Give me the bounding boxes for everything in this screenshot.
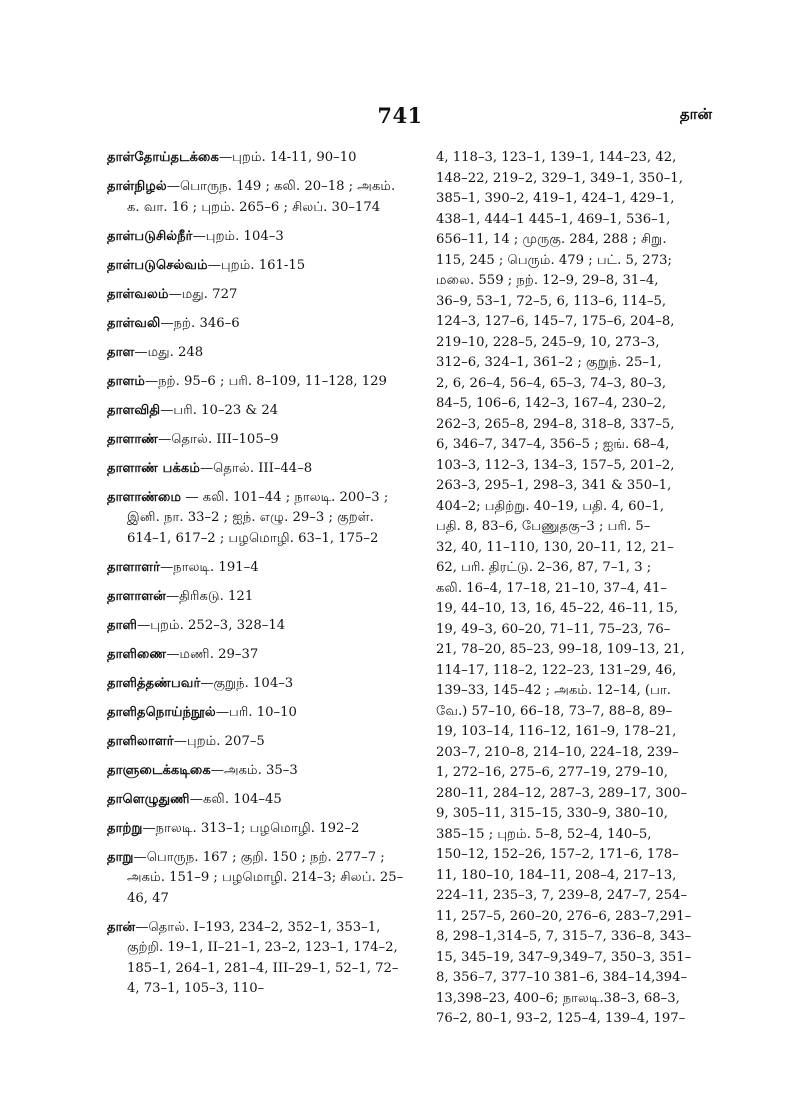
continuation-line: 312–6, 324–1, 361–2 ; குறுந். 25–1, (436, 355, 662, 370)
entry-headword: தாற்று (107, 820, 143, 836)
continuation-line: 139–33, 145–42 ; அகம். 12–14, (பா. (436, 683, 671, 698)
continuation-line: 19, 49–3, 60–20, 71–11, 75–23, 76– (436, 621, 671, 637)
index-entry (107, 674, 407, 695)
entry-references: —நாலடி. 313–1; பழமொழி. 192–2 (142, 820, 360, 836)
entry-headword: தாள்படுசில்நீர் (107, 228, 193, 244)
continuation-line: 150–12, 152–26, 157–2, 171–6, 178– (436, 847, 679, 862)
index-entry (107, 848, 407, 910)
entry-headword: தாள்வலம் (107, 286, 169, 302)
continuation-line: 19, 103–14, 116–12, 161–9, 178–21, (436, 724, 677, 739)
entry-headword: தாளாண்மை (107, 489, 182, 505)
entry-headword: தாளெழுதுணி (107, 791, 190, 807)
entry-references: —நற். 346–6 (160, 315, 240, 331)
continuation-line: 11, 257–5, 260–20, 276–6, 283–7,291– (436, 908, 692, 924)
entry-references: —குறுந். 104–3 (200, 675, 294, 691)
continuation-line: பதி. 8, 83–6, பேணுதகு–3 ; பரி. 5– (436, 519, 651, 534)
continuation-line: 36–9, 53–1, 72–5, 6, 113–6, 114–5, (436, 293, 667, 309)
index-entry (107, 227, 407, 248)
entry-references: —மது. 248 (134, 344, 204, 360)
entry-references: —அகம். 35–3 (210, 762, 298, 778)
entry-headword: தாள்வலி (107, 315, 161, 331)
entry-headword: தாளவிதி (107, 402, 161, 418)
entry-headword: தாறு (107, 849, 134, 865)
entry-references: —தொல். III–105–9 (158, 431, 279, 447)
entry-references: —பொருந. 167 ; குறி. 150 ; நற். 277–7 ; அகம். 151–9 ; பழமொழி. 214–3; சிலப். 25–46, 47 (127, 849, 404, 906)
page-number: 741 (377, 103, 423, 128)
continuation-line: 32, 40, 11–110, 130, 20–11, 12, 21– (436, 539, 674, 555)
entry-references: —தொல். III–44–8 (199, 460, 313, 476)
index-entry (107, 790, 407, 811)
index-entry (107, 148, 407, 169)
index-entry (107, 703, 407, 724)
continuation-line: 203–7, 210–8, 214–10, 224–18, 239– (436, 744, 679, 760)
entry-references: —பரி. 10–10 (215, 704, 297, 720)
continuation-line: 219–10, 228–5, 245–9, 10, 273–3, (436, 334, 660, 350)
index-entry (107, 343, 407, 364)
entry-references: — கலி. 101–44 ; நாலடி. 200–3 ; இனி. நா. 33–2 ; ஐந். எழு. 29–3 ; குறள். 614–1, 617–2 ; பழமொழி. 63–1, 175–2 (127, 489, 389, 546)
continuation-line: 1, 272–16, 275–6, 277–19, 279–10, (436, 765, 668, 780)
entry-references: —மது. 727 (168, 286, 238, 302)
continuation-line: 263–3, 295–1, 298–3, 341 & 350–1, (436, 478, 672, 493)
continuation-line: 62, பரி. திரட்டு. 2–36, 87, 7–1, 3 ; (436, 560, 652, 575)
index-entry (107, 459, 407, 480)
continuation-line: கலி. 16–4, 17–18, 21–10, 37–4, 41– (436, 580, 668, 596)
continuation-line: 8, 356–7, 377–10 381–6, 384–14,394– (436, 970, 688, 985)
entry-headword: தாளுடைக்கடிகை (107, 762, 211, 778)
entry-references: —புறம். 104–3 (192, 228, 284, 244)
index-entry (107, 761, 407, 782)
continuation-line: 76–2, 80–1, 93–2, 125–4, 139–4, 197– (436, 1011, 686, 1026)
index-entry (107, 558, 407, 579)
entry-references: —புறம். 207–5 (173, 733, 265, 749)
continuation-line: 385–1, 390–2, 419–1, 424–1, 429–1, (436, 191, 675, 206)
continuation-line: 6, 346–7, 347–4, 356–5 ; ஐங். 68–4, (436, 437, 670, 452)
index-entry (107, 918, 407, 1000)
entry-references: —நாலடி. 191–4 (160, 559, 259, 575)
left-column (107, 148, 407, 1008)
continuation-line: 124–3, 127–6, 145–7, 175–6, 204–8, (436, 314, 675, 329)
continuation-line: 262–3, 265–8, 294–8, 318–8, 337–5, (436, 416, 675, 432)
continuation-line: 404–2; பதிற்று. 40–19, பதி. 4, 60–1, (436, 498, 665, 514)
entry-headword: தாள்நிழல் (107, 179, 167, 194)
continuation-line: 19, 44–10, 13, 16, 45–22, 46–11, 15, (436, 601, 679, 616)
index-entry (107, 587, 407, 608)
continuation-line: 280–11, 284–12, 287–3, 289–17, 300– (436, 785, 688, 801)
index-entry (107, 819, 407, 840)
entry-headword: தாள (107, 344, 135, 360)
continuation-line: 9, 305–11, 315–15, 330–9, 380–10, (436, 806, 668, 821)
right-column (436, 148, 698, 1030)
entry-references: —பொருந. 149 ; கலி. 20–18 ; அகம். க. வா. 16 ; புறம். 265–6 ; சிலப். 30–174 (127, 179, 396, 215)
continuation-line: 385–15 ; புறம். 5–8, 52–4, 140–5, (436, 826, 652, 842)
entry-references: —நற். 95–6 ; பரி. 8–109, 11–128, 129 (145, 373, 387, 389)
entry-references: —புறம். 252–3, 328–14 (137, 617, 286, 633)
continuation-line: 656–11, 14 ; முருகு. 284, 288 ; சிறு. (436, 232, 667, 247)
entry-headword: தாளித்தண்பவர் (107, 675, 201, 691)
index-entry (107, 314, 407, 335)
entry-references: —கலி. 104–45 (189, 791, 282, 807)
continuation-line: வே.) 57–10, 66–18, 73–7, 88–8, 89– (436, 703, 673, 719)
continuation-line: 103–3, 112–3, 134–3, 157–5, 201–2, (436, 457, 675, 473)
running-head: தான் (679, 105, 712, 123)
continuation-line: 115, 245 ; பெரும். 479 ; பட். 5, 273; (436, 252, 672, 268)
entry-references: —மணி. 29–37 (166, 646, 259, 662)
entry-headword: தாளம் (107, 373, 145, 389)
index-entry (107, 285, 407, 306)
index-entry (107, 177, 407, 218)
entry-references: —புறம். 161-15 (207, 257, 306, 273)
entry-headword: தாளிணை (107, 646, 167, 662)
entry-headword: தாளாளர் (107, 559, 161, 575)
continuation-line: 13,398–23, 400–6; நாலடி.38–3, 68–3, (436, 990, 680, 1006)
entry-headword: தாளாண் (107, 431, 159, 447)
entry-references: —தொல். I–193, 234–2, 352–1, 353–1, குற்றி. 19–1, II–21–1, 23–2, 123–1, 174–2, 185–1, 264–1, 281–4, III–29–1, 52–1, 72–4, 73–1, 105–3, 110– (127, 919, 399, 996)
continuation-line: 438–1, 444–1 445–1, 469–1, 536–1, (436, 211, 671, 227)
entry-headword: தாளாண் பக்கம் (107, 460, 200, 476)
continuation-line: 224–11, 235–3, 7, 239–8, 247–7, 254– (436, 888, 688, 903)
index-entry (107, 430, 407, 451)
continuation-line: 15, 345–19, 347–9,349–7, 350–3, 351– (436, 949, 692, 965)
index-entry (107, 645, 407, 666)
index-entry (107, 488, 407, 550)
continuation-line: 11, 180–10, 184–11, 208–4, 217–13, (436, 867, 677, 883)
index-entry (107, 732, 407, 753)
index-entry (107, 256, 407, 277)
entry-references: —திரிகடு. 121 (165, 588, 254, 604)
continuation-line: மலை. 559 ; நற். 12–9, 29–8, 31–4, (436, 273, 659, 288)
entry-references: —புறம். 14-11, 90–10 (218, 150, 357, 165)
continuation-line: 114–17, 118–2, 122–23, 131–29, 46, (436, 662, 677, 678)
index-entry (107, 401, 407, 422)
entry-references: —பரி. 10–23 & 24 (160, 402, 279, 418)
continuation-line: 148–22, 219–2, 329–1, 349–1, 350–1, (436, 170, 683, 186)
entry-headword: தாள்படுசெல்வம் (107, 257, 208, 273)
entry-headword: தாளிலாளர் (107, 733, 174, 749)
entry-headword: தான் (107, 919, 136, 935)
entry-headword: தாளிதநொய்ந்நூல் (107, 704, 216, 720)
entry-headword: தாளாளன் (107, 588, 166, 604)
continuation-line: 2, 6, 26–4, 56–4, 65–3, 74–3, 80–3, (436, 375, 667, 391)
entry-headword: தாளி (107, 617, 138, 633)
continuation-line: 8, 298–1,314–5, 7, 315–7, 336–8, 343– (436, 929, 692, 944)
continuation-line: 21, 78–20, 85–23, 99–18, 109–13, 21, (436, 642, 685, 657)
index-entry (107, 372, 407, 393)
entry-headword: தாள்தோய்தடக்கை (107, 150, 219, 165)
continuation-line: 84–5, 106–6, 142–3, 167–4, 230–2, (436, 396, 667, 411)
index-entry (107, 616, 407, 637)
continuation-line: 4, 118–3, 123–1, 139–1, 144–23, 42, (436, 150, 677, 165)
